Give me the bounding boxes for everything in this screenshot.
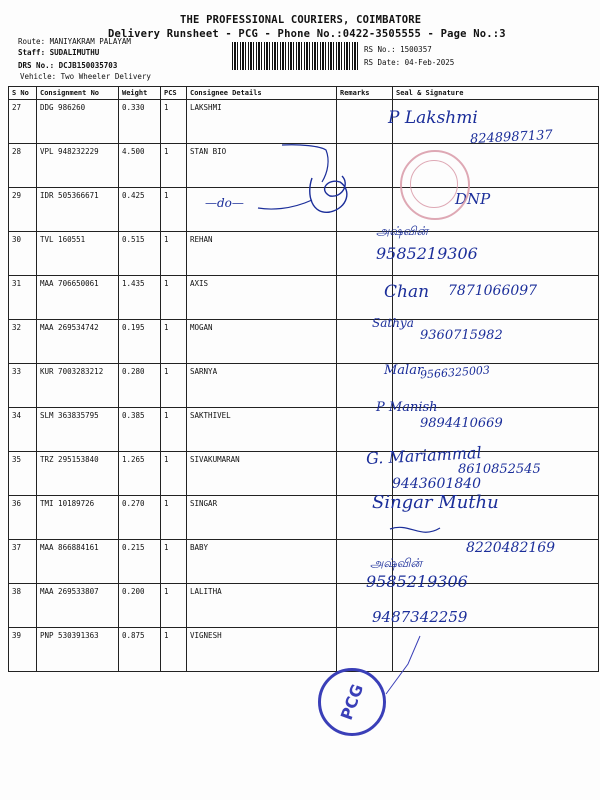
signature-38: அஷ்வின் (370, 556, 423, 570)
consignee-cell: SARNYA (187, 364, 337, 408)
sno-cell: 27 (9, 100, 37, 144)
weight-cell: 0.195 (119, 320, 161, 364)
signature-32: Sathya (372, 316, 414, 330)
sno-cell: 31 (9, 276, 37, 320)
consignment-cell: TRZ 295153840 (37, 452, 119, 496)
company-title: THE PROFESSIONAL COURIERS, COIMBATORE (180, 14, 422, 26)
weight-cell: 0.280 (119, 364, 161, 408)
weight-cell: 0.215 (119, 540, 161, 584)
phone-31: 7871066097 (448, 283, 538, 299)
pcs-cell: 1 (161, 188, 187, 232)
consignment-cell: MAA 706650061 (37, 276, 119, 320)
route-label: Route: MANIYAKRAM PALAYAM (18, 37, 131, 46)
consignee-cell: MOGAN (187, 320, 337, 364)
weight-cell: 4.500 (119, 144, 161, 188)
weight-cell: 0.425 (119, 188, 161, 232)
sno-cell: 36 (9, 496, 37, 540)
sno-cell: 34 (9, 408, 37, 452)
pcs-cell: 1 (161, 276, 187, 320)
consignment-cell: DDG 986260 (37, 100, 119, 144)
sno-cell: 37 (9, 540, 37, 584)
consignee-cell: REHAN (187, 232, 337, 276)
rs-date: RS Date: 04-Feb-2025 (364, 58, 455, 67)
sno-cell: 28 (9, 144, 37, 188)
ink-line-39 (386, 636, 420, 694)
sno-cell: 39 (9, 628, 37, 672)
consignee-cell: SIVAKUMARAN (187, 452, 337, 496)
phone-32: 9360715982 (420, 328, 503, 343)
weight-cell: 0.200 (119, 584, 161, 628)
phone-39: 9487342259 (372, 608, 468, 626)
staff-label: Staff: SUDALIMUTHU (18, 48, 100, 57)
consignee-cell: AXIS (187, 276, 337, 320)
sno-cell: 30 (9, 232, 37, 276)
pcs-cell: 1 (161, 144, 187, 188)
signature-35: G. Mariammal (365, 442, 483, 469)
consignee-cell: VIGNESH (187, 628, 337, 672)
sno-cell: 32 (9, 320, 37, 364)
phone-35: 8610852545 (458, 462, 541, 477)
sheet-title: Delivery Runsheet - PCG - Phone No.:0422-3505555 - Page No.:3 (108, 28, 506, 40)
pcs-cell: 1 (161, 540, 187, 584)
col-pcs: PCS (161, 87, 187, 100)
col-consignment: Consignment No (37, 87, 119, 100)
phone-30: 9585219306 (376, 244, 478, 263)
ink-loop-29 (310, 176, 347, 212)
ink-scribble-37 (390, 527, 440, 532)
col-weight: Weight (119, 87, 161, 100)
weight-cell: 0.330 (119, 100, 161, 144)
consignment-cell: KUR 7003283212 (37, 364, 119, 408)
signature-31: Chan (384, 282, 430, 302)
consignee-cell: BABY (187, 540, 337, 584)
signature-36: Singar Muthu (372, 492, 499, 513)
consignment-cell: TMI 10189726 (37, 496, 119, 540)
weight-cell: 1.435 (119, 276, 161, 320)
sno-cell: 33 (9, 364, 37, 408)
pcs-cell: 1 (161, 452, 187, 496)
consignment-cell: SLM 363835795 (37, 408, 119, 452)
consignee-cell: SAKTHIVEL (187, 408, 337, 452)
consignee-cell: SINGAR (187, 496, 337, 540)
phone-34: 9894410669 (420, 416, 503, 431)
col-sno: S No (9, 87, 37, 100)
signature-30: அஷ்வின் (376, 224, 429, 238)
col-consignee: Consignee Details (187, 87, 337, 100)
weight-cell: 1.265 (119, 452, 161, 496)
pcs-cell: 1 (161, 628, 187, 672)
weight-cell: 0.270 (119, 496, 161, 540)
phone-37: 8220482169 (466, 540, 556, 556)
consignment-cell: MAA 269533807 (37, 584, 119, 628)
rs-number: RS No.: 1500357 (364, 45, 432, 54)
consignee-cell: LALITHA (187, 584, 337, 628)
pcs-cell: 1 (161, 496, 187, 540)
ink-line-29 (258, 200, 312, 209)
sno-cell: 38 (9, 584, 37, 628)
signature-34: P Manish (376, 400, 438, 415)
signature-27: P Lakshmi (388, 108, 478, 128)
ink-arrow-28 (282, 145, 328, 182)
consignment-cell: IDR 505366671 (37, 188, 119, 232)
drs-number: DRS No.: DCJB150035703 (18, 61, 118, 70)
ditto-29: —do— (205, 196, 244, 210)
consignment-cell: MAA 269534742 (37, 320, 119, 364)
consignment-cell: TVL 160551 (37, 232, 119, 276)
sno-cell: 35 (9, 452, 37, 496)
phone-36: 9443601840 (392, 476, 482, 492)
consignment-cell: VPL 948232229 (37, 144, 119, 188)
weight-cell: 0.515 (119, 232, 161, 276)
pcg-stamp-text: PCG (336, 681, 368, 723)
faded-seal (400, 150, 470, 220)
consignee-cell: LAKSHMI (187, 100, 337, 144)
col-signature: Seal & Signature (393, 87, 599, 100)
consignment-cell: PNP 530391363 (37, 628, 119, 672)
phone-27: 8248987137 (469, 127, 554, 148)
sno-cell: 29 (9, 188, 37, 232)
pcs-cell: 1 (161, 584, 187, 628)
phone-38: 9585219306 (366, 572, 468, 591)
signature-29: DNP (455, 190, 491, 208)
signature-33: Malar (384, 363, 424, 378)
consignment-cell: MAA 866884161 (37, 540, 119, 584)
weight-cell: 0.385 (119, 408, 161, 452)
pcs-cell: 1 (161, 364, 187, 408)
pcs-cell: 1 (161, 232, 187, 276)
pcs-cell: 1 (161, 320, 187, 364)
consignee-cell: STAN BIO (187, 144, 337, 188)
pcg-stamp (318, 668, 386, 736)
phone-33: 9566325003 (419, 363, 491, 382)
vehicle-label: Vehicle: Two Wheeler Delivery (20, 72, 151, 81)
pcs-cell: 1 (161, 100, 187, 144)
weight-cell: 0.875 (119, 628, 161, 672)
pcs-cell: 1 (161, 408, 187, 452)
col-remarks: Remarks (337, 87, 393, 100)
